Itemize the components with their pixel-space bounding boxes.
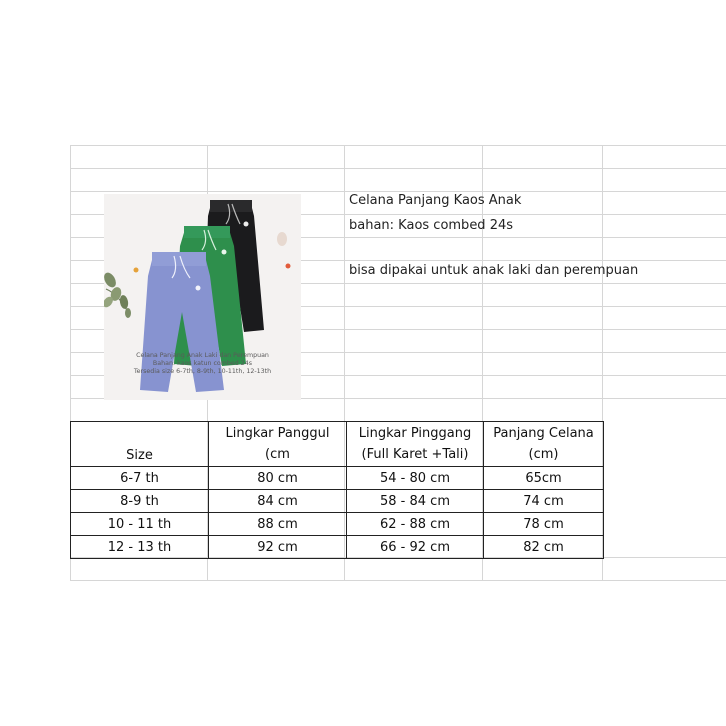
photo-caption-line: Bahan: kaos katun combed 24s: [152, 360, 253, 367]
dot-decoration: [134, 268, 139, 273]
cell-length: 78 cm: [484, 513, 604, 536]
cell-size: 12 - 13 th: [71, 536, 209, 559]
size-chart-table: [70, 421, 604, 559]
cell-size: 8-9 th: [71, 490, 209, 513]
table-row: [71, 467, 604, 490]
photo-caption-line: Tersedia size 6-7th, 8-9th, 10-11th, 12-13th: [133, 368, 272, 375]
cell-size: 6-7 th: [71, 467, 209, 490]
cell-hip: 84 cm: [209, 490, 347, 513]
table-row: [71, 490, 604, 513]
header-size: Size: [71, 422, 209, 467]
header-length: Panjang Celana (cm): [484, 422, 604, 467]
cell-size: 10 - 11 th: [71, 513, 209, 536]
header-hip: Lingkar Panggul (cm: [209, 422, 347, 467]
cell-length: 74 cm: [484, 490, 604, 513]
product-photo: [104, 194, 301, 400]
grid-line: [70, 168, 726, 169]
grid-line: [70, 191, 726, 192]
product-title: Celana Panjang Kaos Anak: [349, 193, 522, 208]
table-row: [71, 513, 604, 536]
cell-hip: 80 cm: [209, 467, 347, 490]
grid-line: [70, 580, 726, 581]
grid-line: [70, 145, 726, 146]
cell-hip: 92 cm: [209, 536, 347, 559]
cell-waist: 62 - 88 cm: [347, 513, 484, 536]
product-note: bisa dipakai untuk anak laki dan perempuan: [349, 263, 639, 278]
table-header-row: [71, 422, 604, 467]
plant-decoration: [104, 271, 131, 318]
cell-length: 65cm: [484, 467, 604, 490]
product-material: bahan: Kaos combed 24s: [349, 218, 514, 233]
table-row: [71, 536, 604, 559]
cell-hip: 88 cm: [209, 513, 347, 536]
cell-waist: 54 - 80 cm: [347, 467, 484, 490]
dot-decoration: [286, 264, 291, 269]
cell-waist: 58 - 84 cm: [347, 490, 484, 513]
photo-caption-line: Celana Panjang Anak Laki dan Perempuan: [136, 352, 269, 359]
header-waist: Lingkar Pinggang (Full Karet +Tali): [347, 422, 484, 467]
cell-length: 82 cm: [484, 536, 604, 559]
dot-decoration: [277, 232, 287, 246]
cell-waist: 66 - 92 cm: [347, 536, 484, 559]
